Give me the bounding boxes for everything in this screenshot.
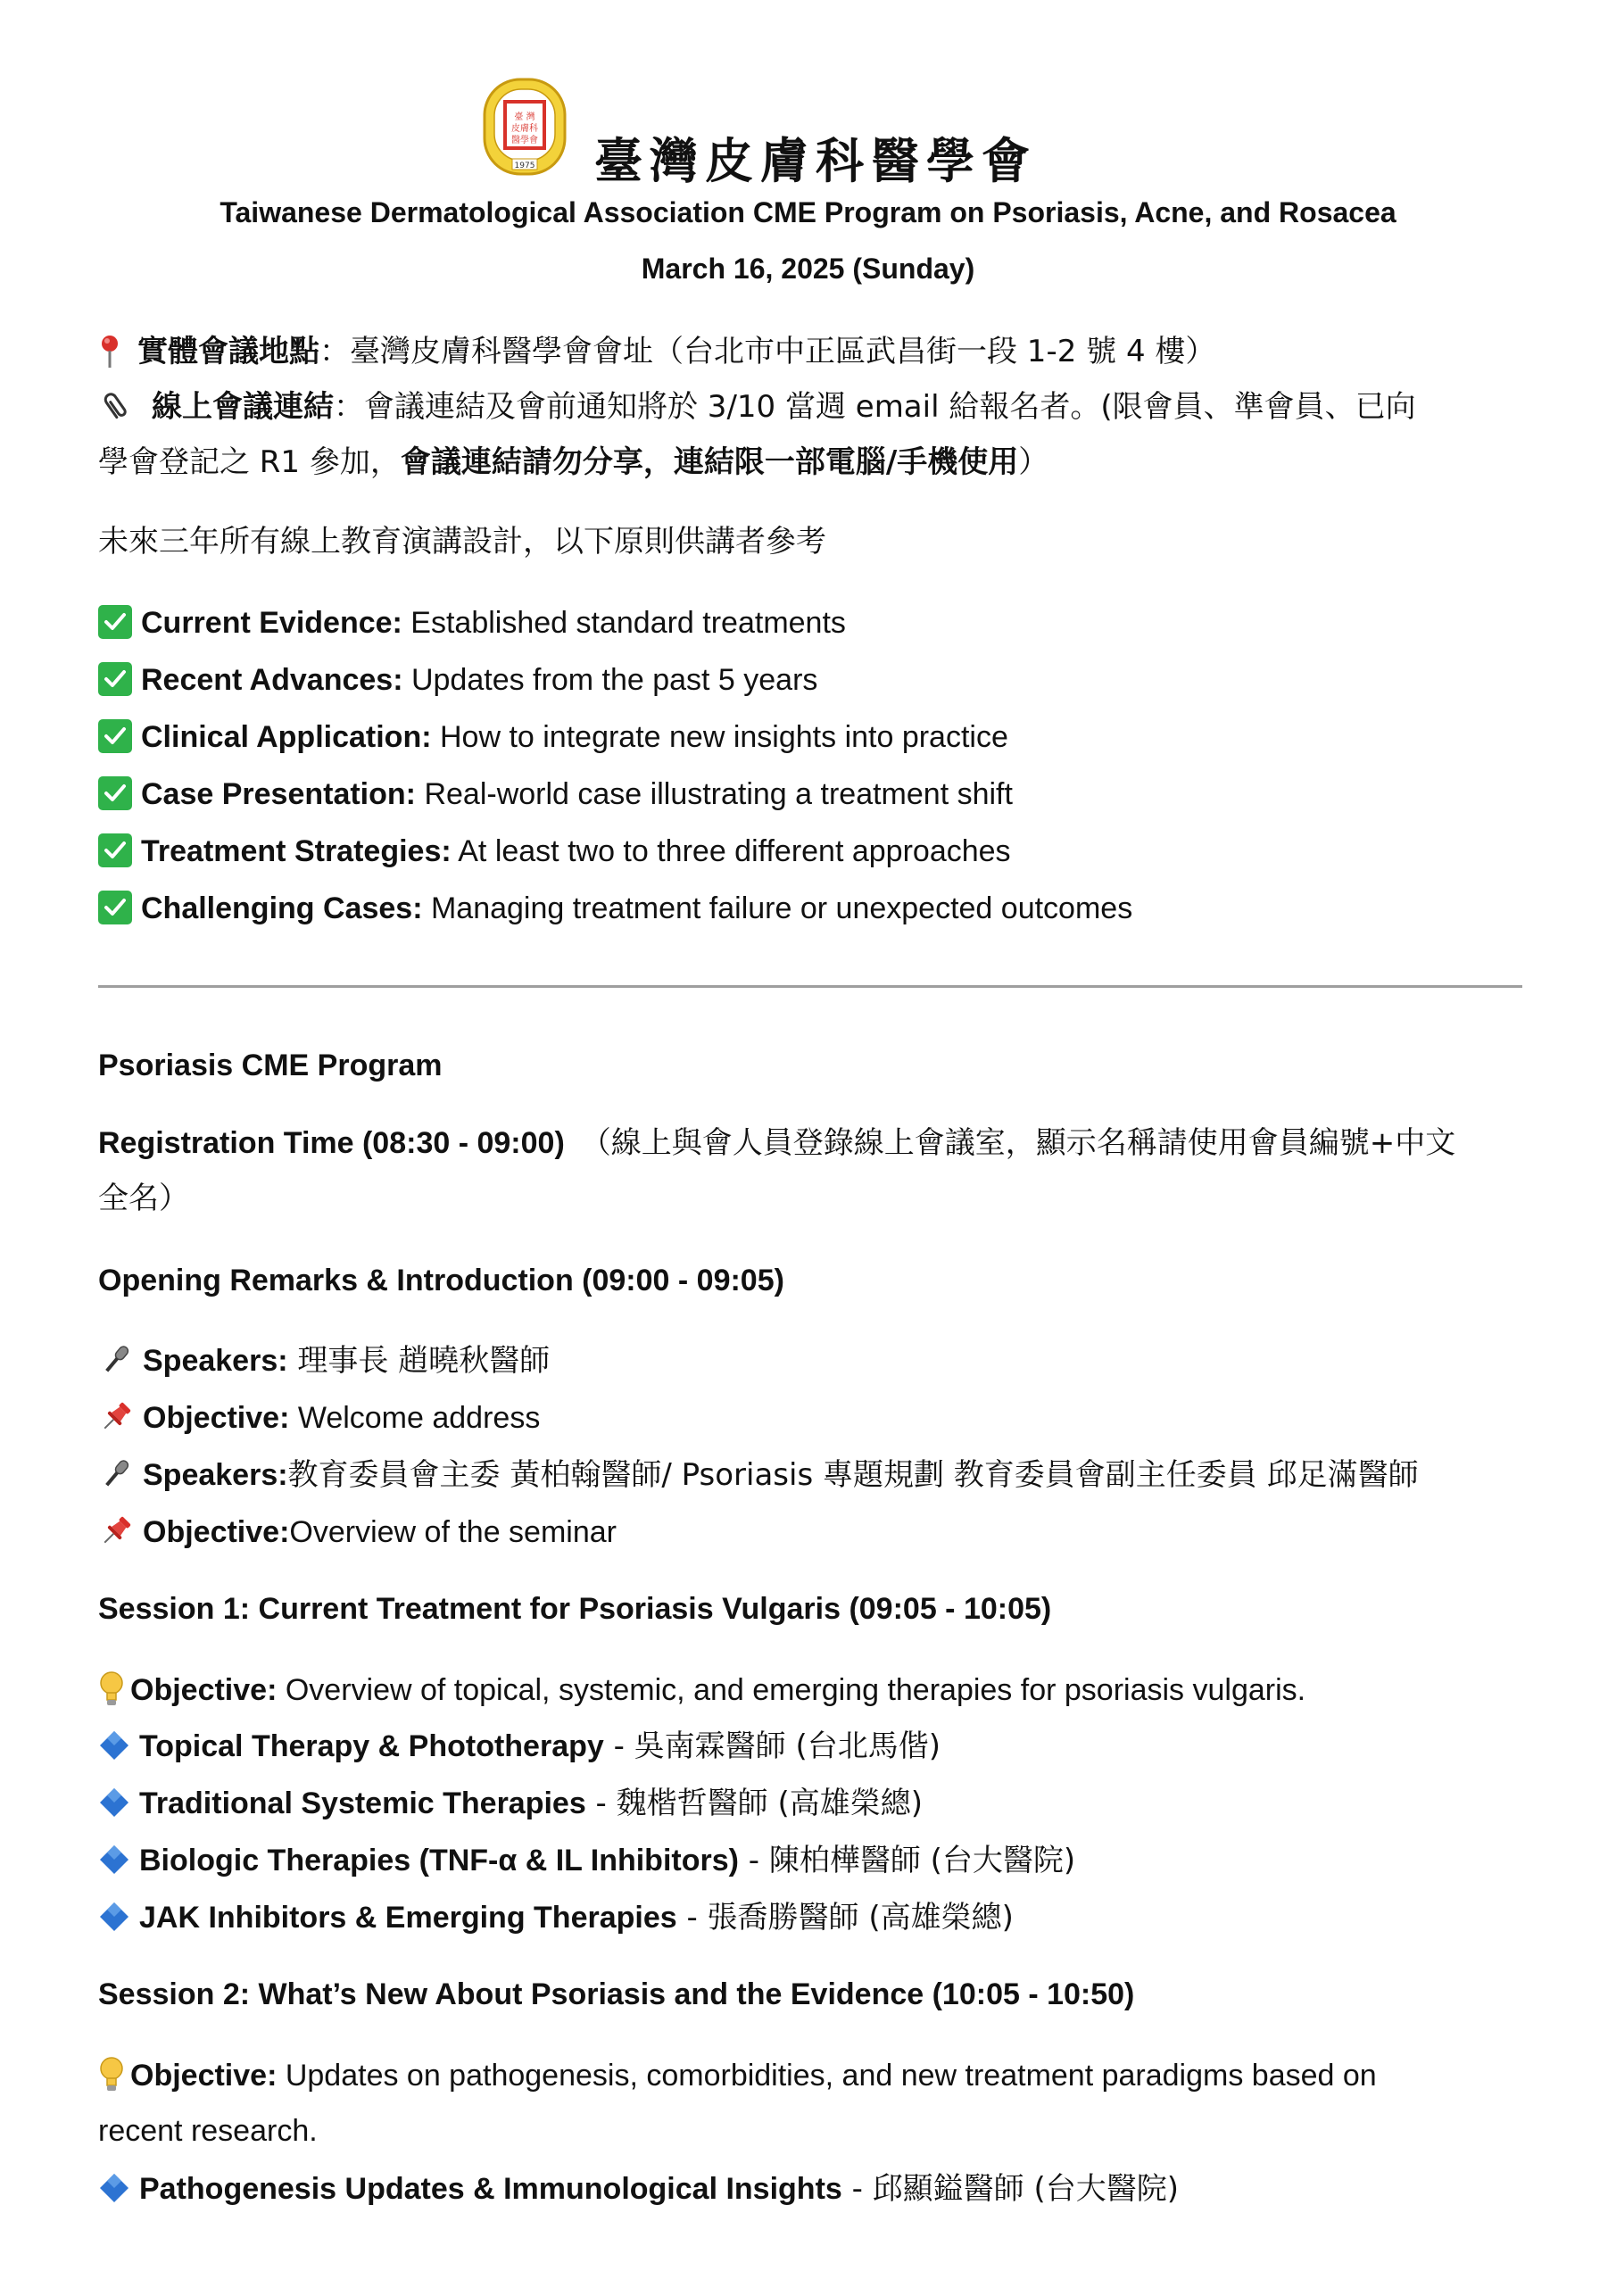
pushpin-icon — [98, 1513, 134, 1549]
blue-diamond-icon — [98, 1786, 130, 1819]
principle-text: How to integrate new insights into practice — [431, 720, 1008, 754]
talk-title: Topical Therapy & Phototherapy — [139, 1729, 604, 1763]
session1-objective-label: Objective: — [130, 1673, 278, 1707]
principle-text: Updates from the past 5 years — [402, 663, 818, 697]
talk-title: Biologic Therapies (TNF-α & IL Inhibitors) — [139, 1844, 739, 1877]
online-line-1 — [98, 387, 1416, 427]
association-logo — [482, 77, 568, 177]
lightbulb-icon — [98, 2056, 125, 2093]
event-date: March 16, 2025 (Sunday) — [641, 253, 975, 285]
venue-line — [98, 332, 1215, 371]
opening-item-text: 教育委員會主委 黃柏翰醫師/ Psoriasis 專題規劃 教育委員會副主任委員 邱足滿醫師 — [287, 1457, 1419, 1493]
session1-talk — [98, 1841, 1075, 1880]
talk-title: JAK Inhibitors & Emerging Therapies — [139, 1901, 677, 1935]
venue-label: 實體會議地點 — [137, 334, 319, 369]
blue-diamond-icon — [98, 2172, 130, 2204]
principle-label: Current Evidence: — [141, 606, 402, 640]
principle-label: Treatment Strategies: — [141, 834, 452, 868]
section-divider — [98, 985, 1522, 988]
check-icon — [98, 776, 132, 810]
opening-item-label: Speakers: — [143, 1344, 288, 1378]
paperclip-icon — [98, 389, 134, 425]
session2-heading: Session 2: What’s New About Psoriasis and the Evidence (10:05 - 10:50) — [98, 1977, 1135, 2011]
check-icon — [98, 719, 132, 753]
opening-item-label: Speakers: — [143, 1458, 288, 1492]
principle-label: Recent Advances: — [141, 663, 403, 697]
check-icon — [98, 605, 132, 639]
session1-heading: Session 1: Current Treatment for Psoriasis Vulgaris (09:05 - 10:05) — [98, 1592, 1052, 1626]
principle-label: Challenging Cases: — [141, 891, 423, 925]
talk-speaker: - 邱顯鎰醫師 (台大醫院) — [841, 2171, 1180, 2207]
talk-speaker: - 張喬勝醫師 (高雄榮總) — [676, 1900, 1014, 1935]
principle-text: Established standard treatments — [402, 606, 846, 640]
check-icon — [98, 891, 132, 924]
talk-speaker: - 陳柏樺醫師 (台大醫院) — [738, 1843, 1076, 1878]
talk-speaker: - 魏楷哲醫師 (高雄榮總) — [585, 1786, 923, 1821]
talk-speaker: - 吳南霖醫師 (台北馬偕) — [603, 1728, 941, 1764]
talk-title: Pathogenesis Updates & Immunological Insights — [139, 2172, 842, 2206]
opening-item — [98, 1513, 617, 1552]
principle-item — [98, 889, 1132, 928]
registration-note-1: （線上與會人員登錄線上會議室，顯示名稱請使用會員編號+中文 — [580, 1125, 1456, 1161]
blue-diamond-icon — [98, 1901, 130, 1933]
opening-item-text: 理事長 趙曉秋醫師 — [287, 1343, 551, 1379]
microphone-icon — [98, 1342, 134, 1378]
session2-objective-text: Updates on pathogenesis, comorbidities, and new treatment paradigms based on — [277, 2059, 1377, 2093]
opening-item-label: Objective: — [143, 1515, 290, 1549]
principles-intro: 未來三年所有線上教育演講設計，以下原則供講者參考 — [98, 524, 826, 559]
session1-talk — [98, 1784, 923, 1823]
talk-title: Traditional Systemic Therapies — [139, 1786, 586, 1820]
principle-item — [98, 603, 846, 642]
opening-item-text: Welcome address — [289, 1401, 541, 1435]
principle-text: Managing treatment failure or unexpected outcomes — [422, 891, 1133, 925]
registration-line-2: 全名） — [98, 1181, 189, 1216]
principle-item — [98, 832, 1011, 871]
session2-talk — [98, 2169, 1179, 2209]
pushpin-icon — [98, 1399, 134, 1435]
opening-item — [98, 1341, 550, 1380]
program-title: Psoriasis CME Program — [98, 1049, 443, 1082]
online-label: 線上會議連結 — [152, 389, 334, 425]
principle-item — [98, 775, 1013, 814]
online-text-2: 學會登記之 R1 參加， — [98, 444, 401, 480]
principle-item — [98, 717, 1008, 757]
check-icon — [98, 833, 132, 867]
logo-year: 1975 — [514, 162, 535, 170]
online-warning: 會議連結請勿分享，連結限一部電腦/手機使用 — [400, 444, 1019, 480]
opening-item — [98, 1455, 1419, 1495]
round-pushpin-icon — [98, 334, 121, 369]
session1-objective-text: Overview of topical, systemic, and emerging therapies for psoriasis vulgaris. — [277, 1673, 1306, 1707]
registration-line-1 — [98, 1123, 1455, 1163]
blue-diamond-icon — [98, 1729, 130, 1761]
microphone-icon — [98, 1456, 134, 1492]
svg-text:皮膚科: 皮膚科 — [511, 124, 538, 134]
principle-label: Case Presentation: — [141, 777, 416, 811]
principle-text: Real-world case illustrating a treatment shift — [416, 777, 1013, 811]
document-title: Taiwanese Dermatological Association CME Program on Psoriasis, Acne, and Rosacea — [220, 196, 1396, 228]
registration-label: Registration Time (08:30 - 09:00) — [98, 1126, 565, 1160]
lightbulb-icon — [98, 1670, 125, 1708]
svg-text:醫學會: 醫學會 — [511, 136, 538, 145]
check-icon — [98, 662, 132, 696]
online-line-2 — [98, 443, 1048, 482]
session2-objective-cont: recent research. — [98, 2114, 318, 2148]
session1-objective — [98, 1670, 1305, 1711]
principle-label: Clinical Application: — [141, 720, 432, 754]
principle-item — [98, 660, 817, 700]
online-text-1: ：會議連結及會前通知將於 3/10 當週 email 給報名者。(限會員、準會員、已向 — [334, 389, 1416, 425]
opening-item-label: Objective: — [143, 1401, 290, 1435]
opening-item — [98, 1398, 540, 1438]
venue-text: ：臺灣皮膚科醫學會會址（台北市中正區武昌街一段 1-2 號 4 樓） — [319, 334, 1216, 369]
opening-item-text: Overview of the seminar — [289, 1515, 617, 1549]
opening-heading: Opening Remarks & Introduction (09:00 - 09:05) — [98, 1264, 784, 1297]
session1-talk — [98, 1898, 1014, 1937]
blue-diamond-icon — [98, 1844, 130, 1876]
online-text-2-end: ） — [1018, 444, 1049, 480]
session1-talk — [98, 1727, 941, 1766]
session2-objective-label: Objective: — [130, 2059, 278, 2093]
logo-seal-text: 臺 灣 — [514, 112, 535, 122]
session2-objective — [98, 2056, 1377, 2096]
principle-text: At least two to three different approaches — [451, 834, 1011, 868]
org-name: 臺灣皮膚科醫學會 — [594, 132, 1037, 189]
